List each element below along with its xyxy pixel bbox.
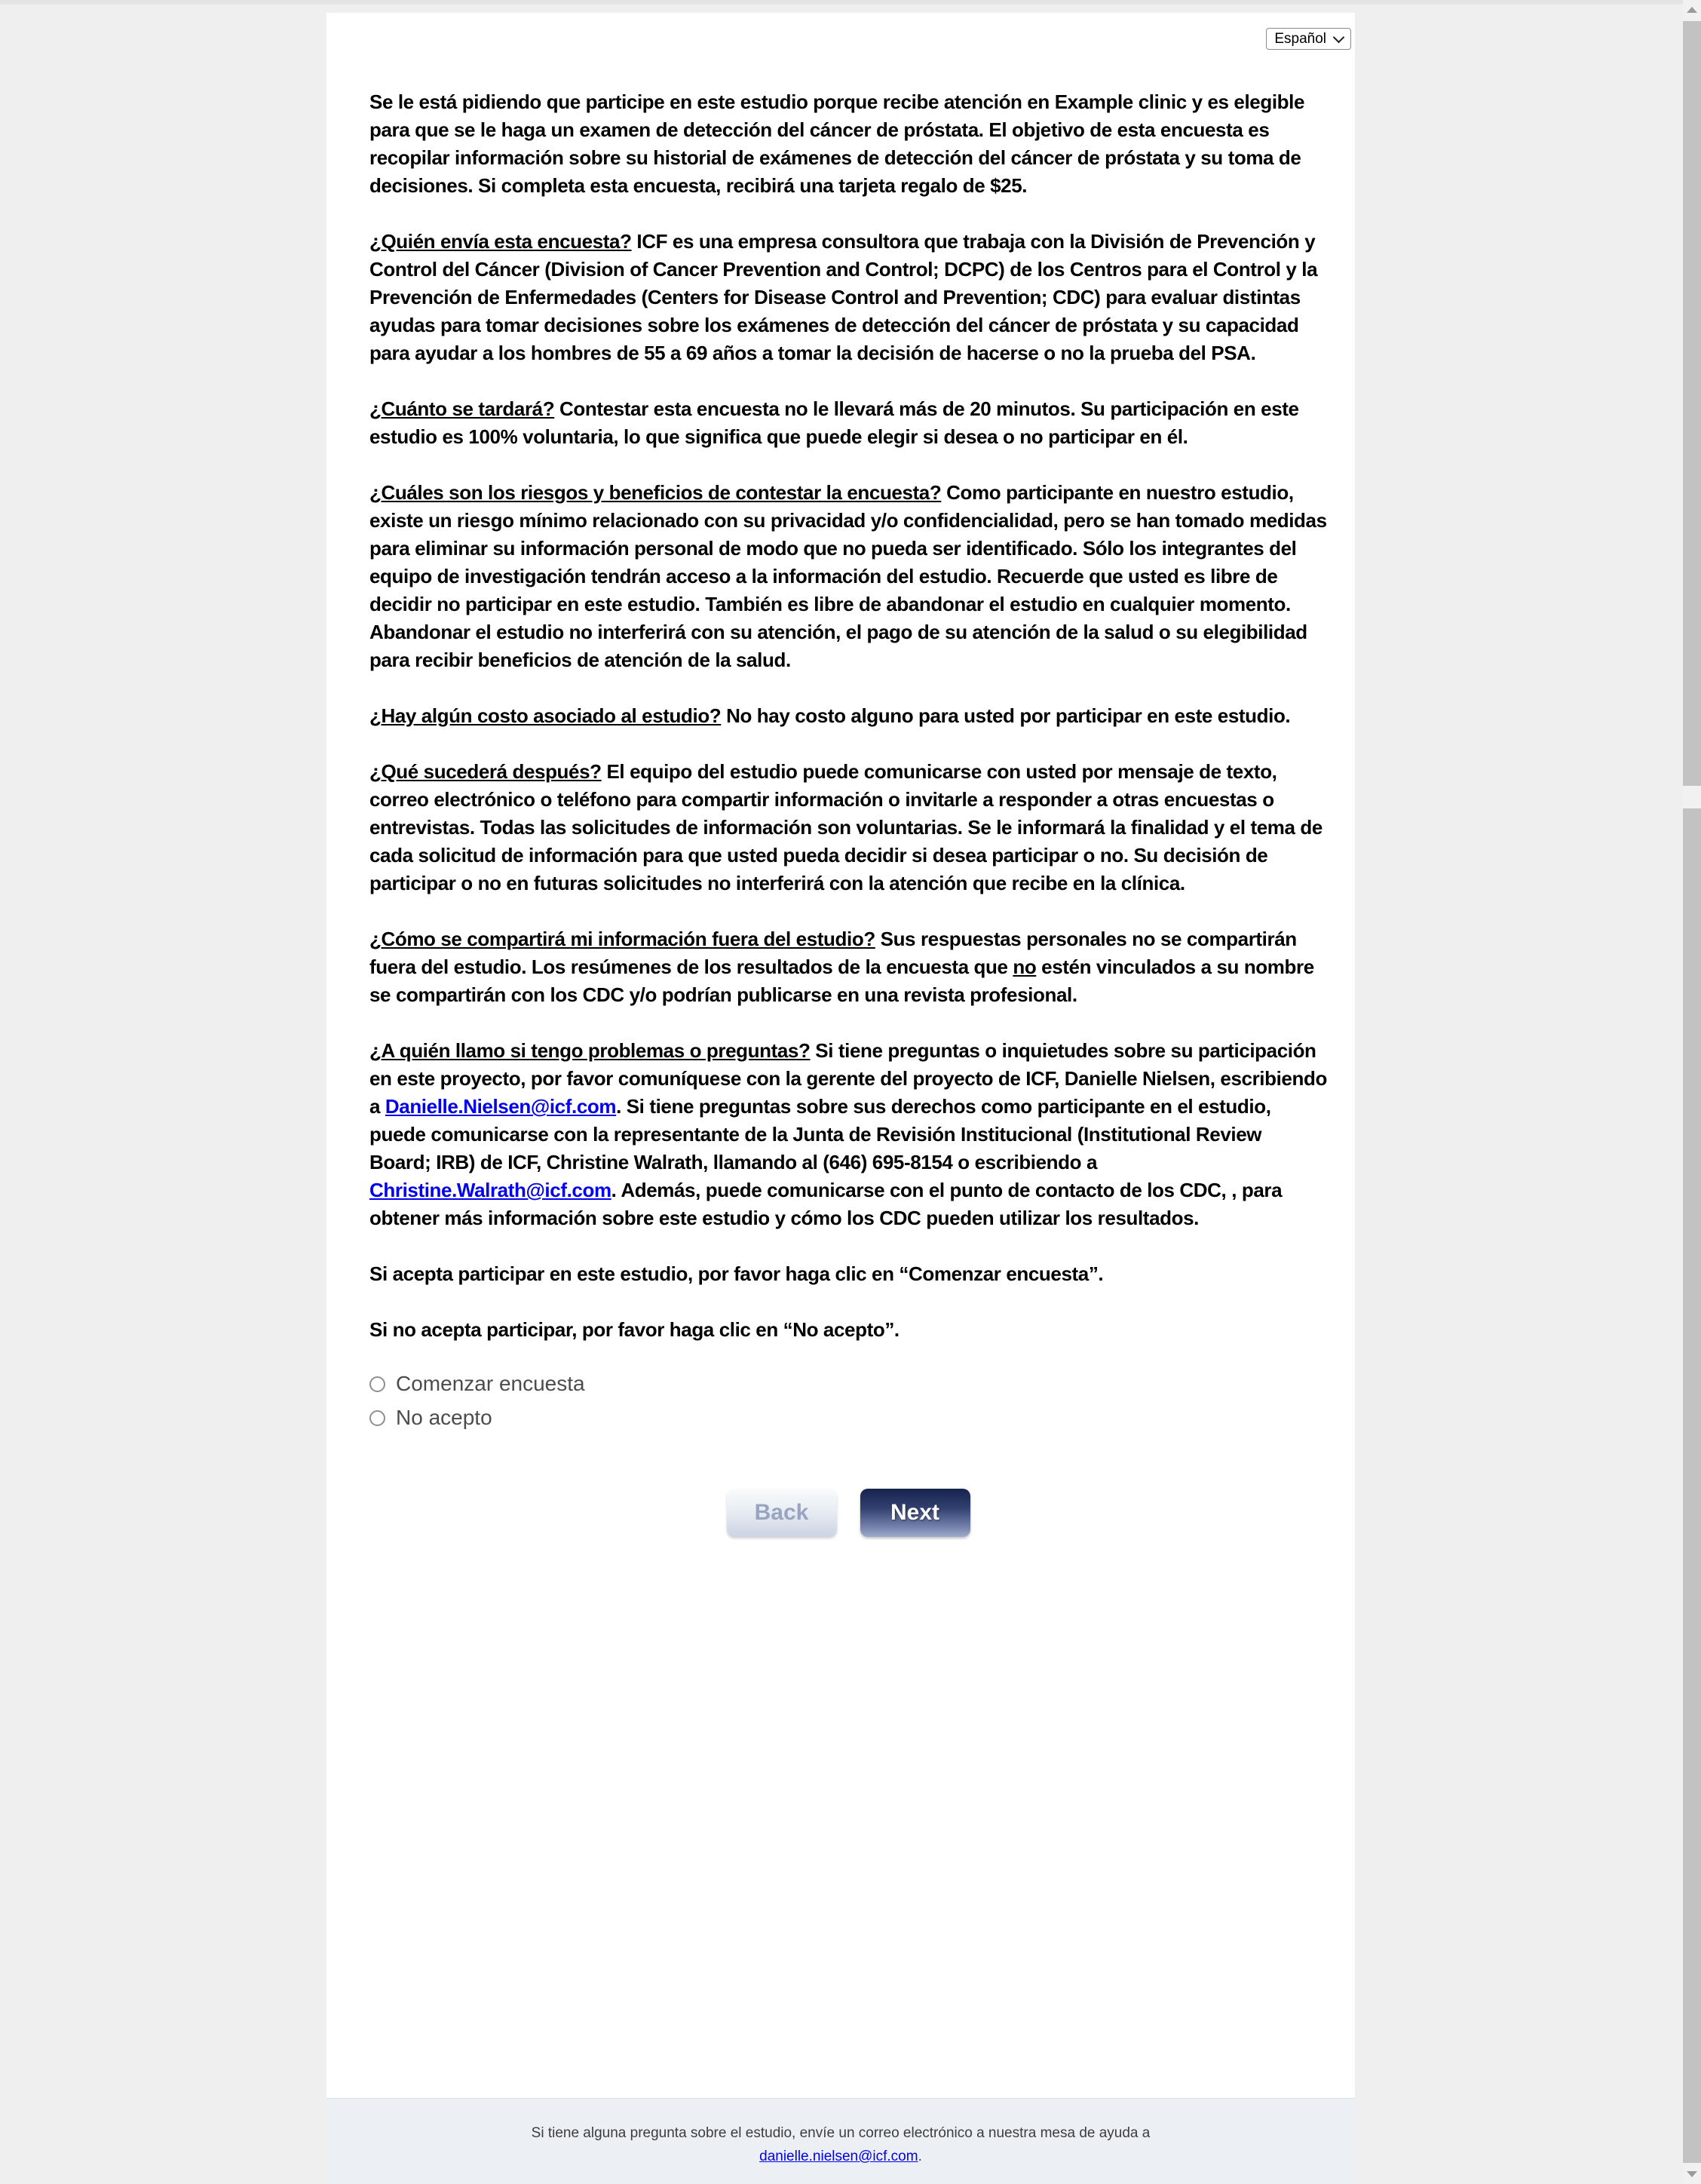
- help-footer: [326, 2098, 1355, 2184]
- language-select[interactable]: [1266, 28, 1351, 50]
- scrollbar-thumb[interactable]: [1683, 21, 1701, 786]
- section-heading: ¿A quién llamo si tengo problemas o preguntas?: [369, 1039, 811, 1062]
- consent-intro-text: Se le está pidiendo que participe en este estudio porque recibe atención en Example clinic y es elegible para que se le haga un examen de detección del cáncer de próstata. El objetivo de esta encuesta es recopilar información sobre su historial de exámenes de detección del cáncer de próstata y su toma de decisiones. Si completa esta encuesta, recibirá una tarjeta regalo de $25.: [369, 90, 1305, 197]
- section-body: estén vinculados a su nombre se compartirán con los CDC y/o podrían publicarse en una revista profesional.: [369, 956, 1314, 1006]
- consent-section-duration: [369, 395, 1327, 451]
- consent-options: [369, 1372, 1327, 1430]
- section-body: Como participante en nuestro estudio, existe un riesgo mínimo relacionado con su privacidad y/o confidencialidad, pero se han tomado medidas para eliminar su información personal de modo que no pueda ser identificado. Sólo los integrantes del equipo de investigación tendrán acceso a la información del estudio. Recuerde que usted es libre de decidir no participar en este estudio. También es libre de abandonar el estudio en cualquier momento. Abandonar el estudio no interferirá con su atención, el pago de su atención de la salud o su elegibilidad para recibir beneficios de atención de la salud.: [369, 481, 1327, 671]
- radio-unchecked-icon[interactable]: [369, 1410, 385, 1426]
- scroll-up-icon[interactable]: [1687, 7, 1697, 13]
- survey-card: [326, 13, 1355, 2098]
- consent-section-risks: [369, 479, 1327, 674]
- underlined-word: no: [1013, 956, 1037, 978]
- consent-section-sharing: [369, 925, 1327, 1009]
- consent-section-who: [369, 228, 1327, 367]
- section-body: Si tiene preguntas o inquietudes sobre su participación en este proyecto, por favor comuníquese con la gerente del proyecto de ICF, Danielle Nielsen, escribiendo a: [369, 1039, 1327, 1118]
- top-strip: [0, 0, 1701, 5]
- section-body: . Si tiene preguntas sobre sus derechos como participante en el estudio, puede comunicarse con la representante de la Junta de Revisión Institucional (Institutional Review Board; IRB) de ICF, Christine Walrath, llamando al (646) 695-8154 o escribiendo a: [369, 1095, 1271, 1173]
- radio-label: No acepto: [396, 1406, 492, 1429]
- consent-section-costs: [369, 702, 1327, 730]
- decline-instruction-text: Si no acepta participar, por favor haga clic en “No acepto”.: [369, 1318, 900, 1341]
- navigation-buttons: [369, 1489, 1327, 1537]
- consent-section-contact: [369, 1037, 1327, 1232]
- section-heading: ¿Cuánto se tardará?: [369, 397, 555, 420]
- back-button[interactable]: Back: [727, 1489, 837, 1537]
- section-heading: ¿Cuáles son los riesgos y beneficios de contestar la encuesta?: [369, 481, 942, 504]
- section-heading: ¿Cómo se compartirá mi información fuera del estudio?: [369, 928, 875, 950]
- radio-option-comenzar-encuesta[interactable]: [369, 1372, 1327, 1396]
- radio-option-no-acepto[interactable]: [369, 1406, 1327, 1430]
- section-body: ICF es una empresa consultora que trabaja con la División de Prevención y Control del Cáncer (Division of Cancer Prevention and Control; DCPC) de los Centros para el Control y la Prevención de Enfermedades (Centers for Disease Control and Prevention; CDC) para evaluar distintas ayudas para tomar decisiones sobre los exámenes de detección del cáncer de próstata y su capacidad para ayudar a los hombres de 55 a 69 años a tomar la decisión de hacerse o no la prueba del PSA.: [369, 230, 1318, 364]
- radio-unchecked-icon[interactable]: [369, 1376, 385, 1392]
- chevron-down-icon: [1333, 31, 1345, 43]
- radio-label: Comenzar encuesta: [396, 1372, 585, 1395]
- accept-instruction: [369, 1260, 1327, 1288]
- decline-instruction: [369, 1316, 1327, 1344]
- footer-email-line: [326, 2149, 1355, 2165]
- section-heading: ¿Hay algún costo asociado al estudio?: [369, 704, 722, 727]
- footer-email-link[interactable]: danielle.nielsen@icf.com: [759, 2149, 918, 2164]
- section-body: No hay costo alguno para usted por participar en este estudio.: [721, 704, 1291, 727]
- section-heading: ¿Quién envía esta encuesta?: [369, 230, 632, 253]
- scroll-down-icon[interactable]: [1687, 2171, 1697, 2177]
- section-body: Sus respuestas personales no se compartirán fuera del estudio. Los resúmenes de los resultados de la encuesta que: [369, 928, 1297, 978]
- next-button[interactable]: Next: [860, 1489, 970, 1537]
- scrollbar[interactable]: [1683, 0, 1701, 2184]
- consent-section-next-steps: [369, 758, 1327, 897]
- section-body: Contestar esta encuesta no le llevará más de 20 minutos. Su participación en este estudio es 100% voluntaria, lo que significa que puede elegir si desea o no participar en él.: [369, 397, 1299, 448]
- email-link-christine[interactable]: Christine.Walrath@icf.com: [369, 1179, 611, 1201]
- email-link-danielle[interactable]: Danielle.Nielsen@icf.com: [385, 1095, 617, 1118]
- footer-text: Si tiene alguna pregunta sobre el estudio, envíe un correo electrónico a nuestra mesa de ayuda a: [531, 2125, 1151, 2141]
- section-body: El equipo del estudio puede comunicarse con usted por mensaje de texto, correo electrónico o teléfono para compartir información o invitarle a responder a otras encuestas o entrevistas. Todas las solicitudes de información son voluntarias. Se le informará la finalidad y el tema de cada solicitud de información para que usted pueda decidir si desea participar o no. Su decisión de participar o no en futuras solicitudes no interferirá con la atención que recibe en la clínica.: [369, 760, 1322, 894]
- language-select-value: Español: [1274, 30, 1326, 47]
- consent-intro-paragraph: [369, 88, 1327, 200]
- section-body: . Además, puede comunicarse con el punto de contacto de los CDC, , para obtener más información sobre este estudio y cómo los CDC pueden utilizar los resultados.: [369, 1179, 1283, 1229]
- accept-instruction-text: Si acepta participar en este estudio, por favor haga clic en “Comenzar encuesta”.: [369, 1262, 1104, 1285]
- footer-period: .: [918, 2149, 922, 2164]
- scrollbar-thumb[interactable]: [1683, 808, 1701, 2163]
- section-heading: ¿Qué sucederá después?: [369, 760, 602, 783]
